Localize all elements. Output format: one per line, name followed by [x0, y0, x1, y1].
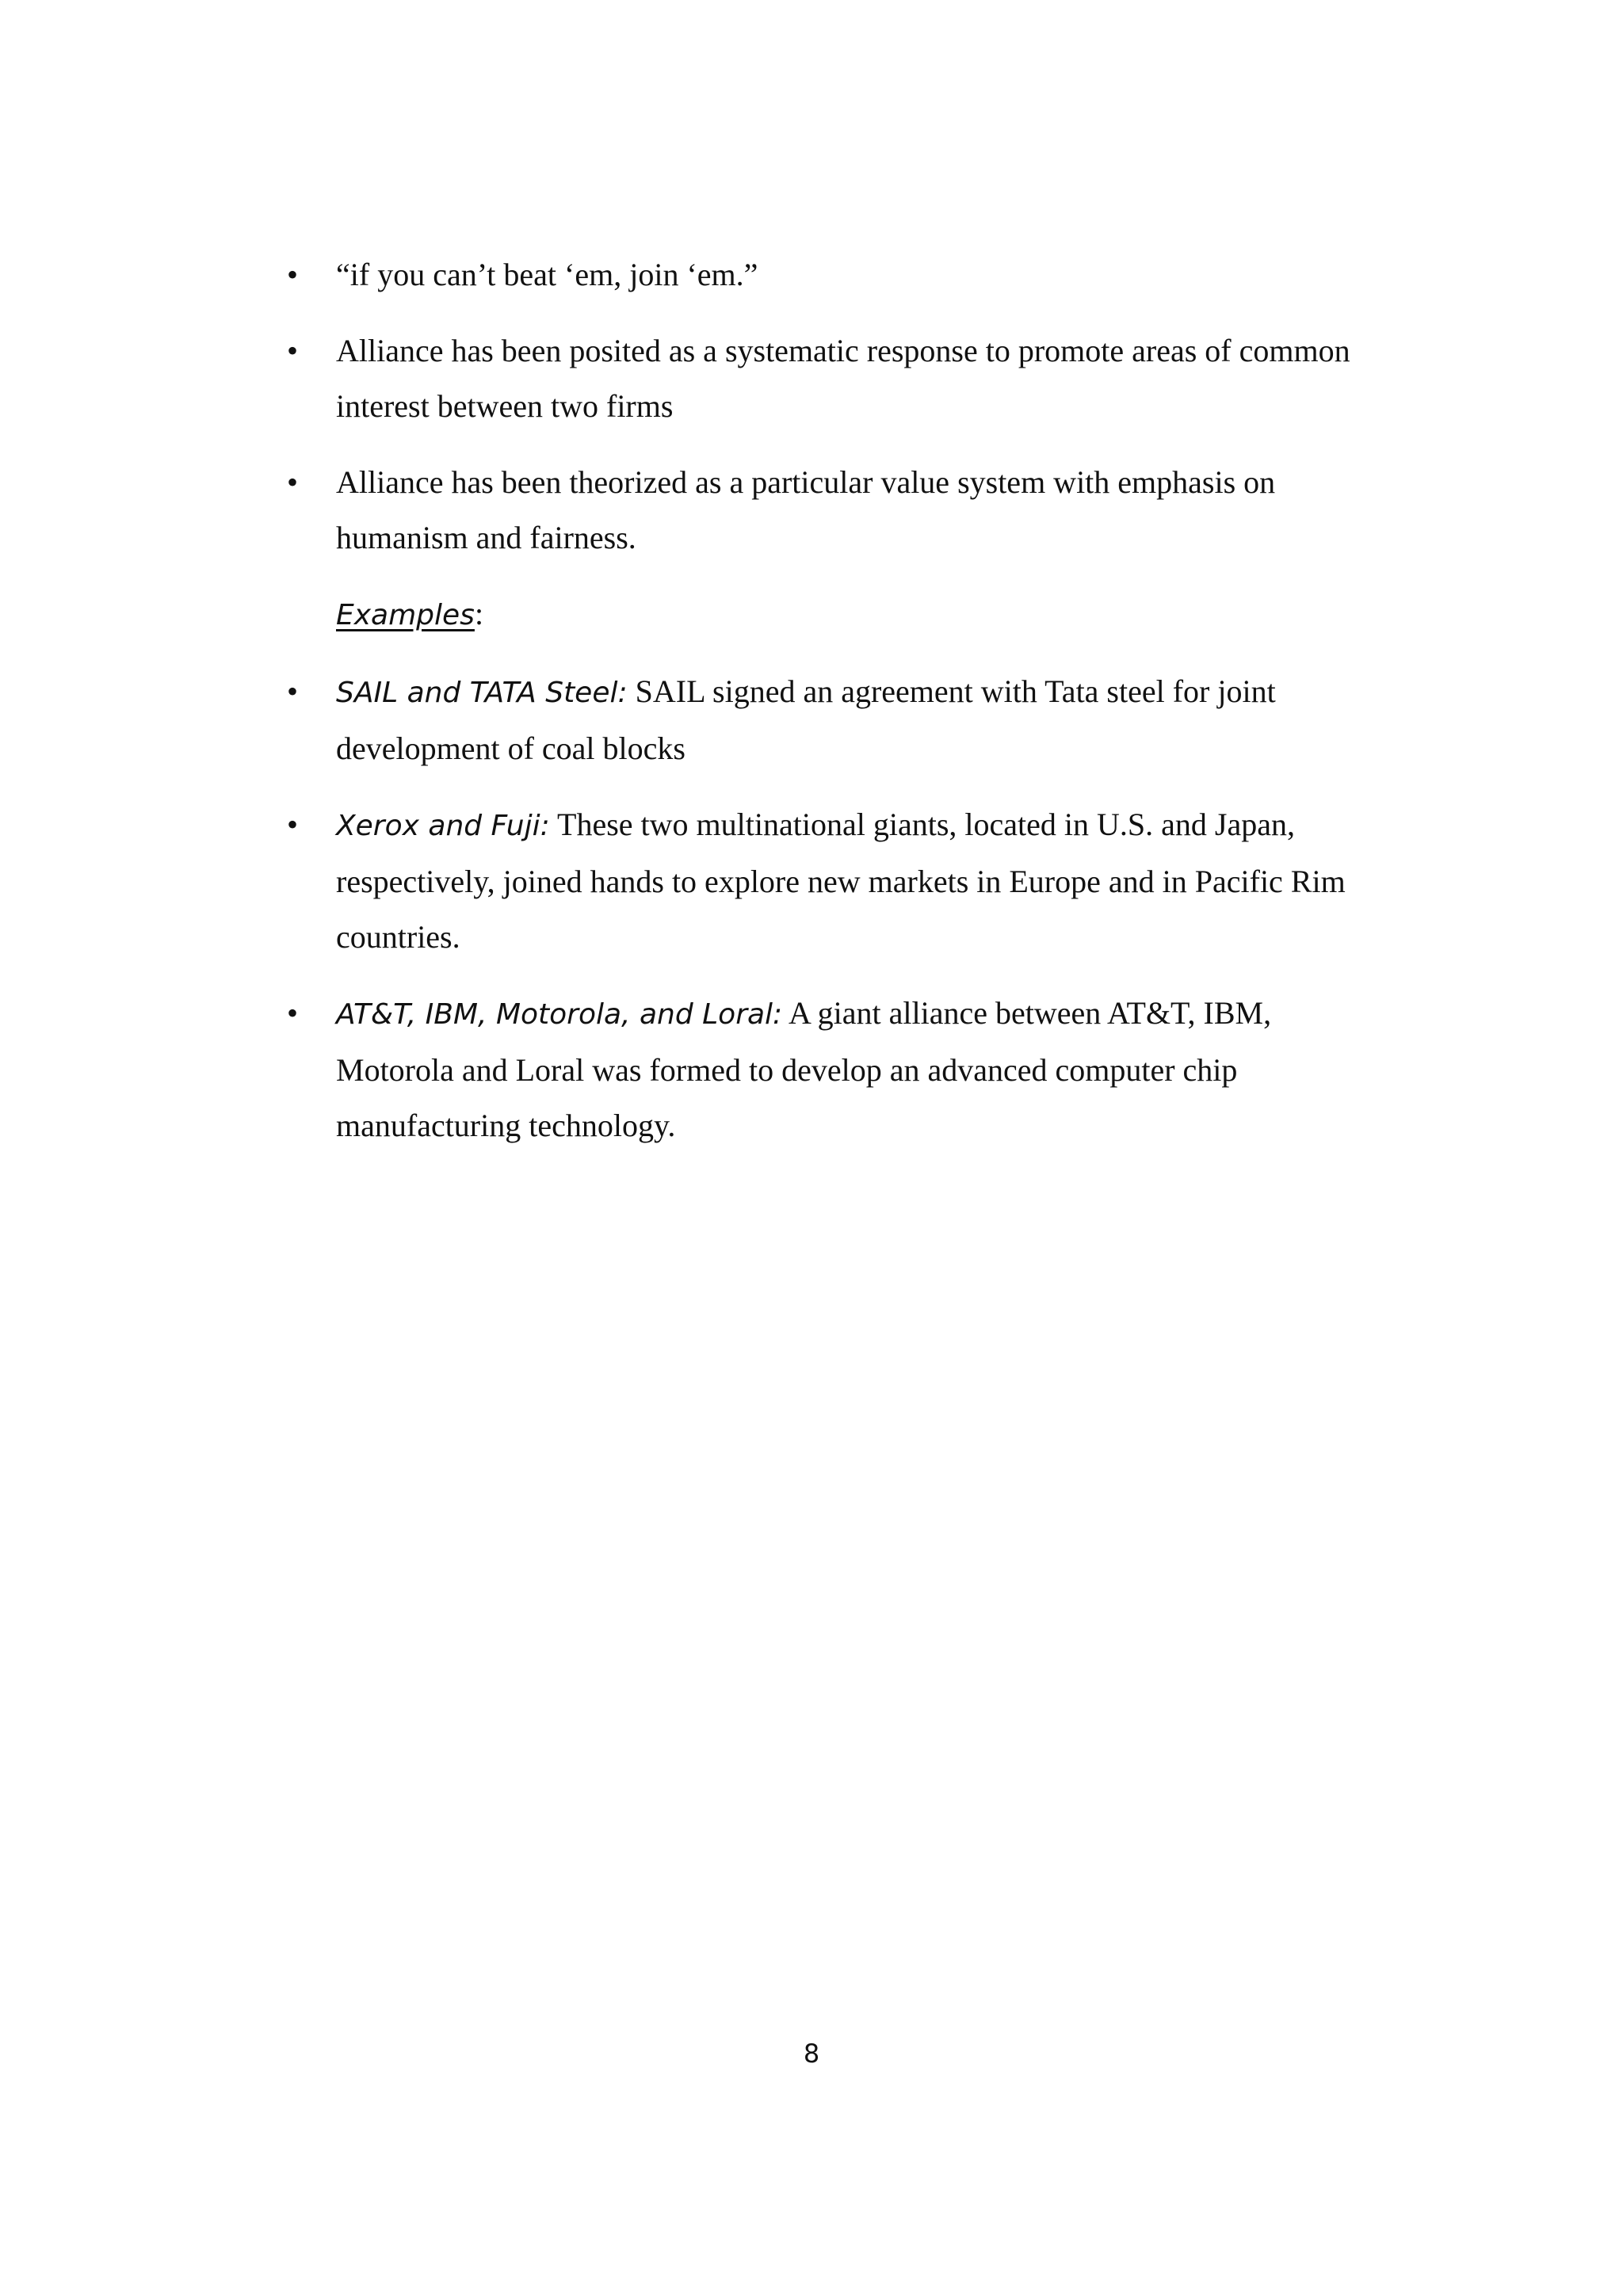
bullet-text: Alliance has been posited as a systematic response to promote areas of common interest between two firms: [336, 333, 1350, 424]
intro-bullet-2: [287, 323, 1396, 434]
examples-label: Examples: [336, 599, 475, 631]
bullet-icon: •: [287, 995, 299, 1031]
bullet-icon: •: [287, 333, 299, 368]
example-bullet-att-ibm-motorola-loral: [287, 986, 1396, 1154]
example-bullet-xerox-fuji: [287, 797, 1396, 965]
example-bullet-sail-tata: [287, 664, 1396, 776]
bullet-text: “if you can’t beat ‘em, join ‘em.”: [336, 257, 758, 292]
example-lead: Xerox and Fuji:: [336, 810, 550, 842]
page-content: [287, 247, 1396, 1174]
example-text: A giant alliance between AT&T, IBM, Motorola and Loral was formed to develop an advanced computer chip manufacturing technology.: [336, 995, 1272, 1143]
bullet-icon: •: [287, 257, 299, 292]
examples-heading: [287, 586, 1396, 643]
bullet-icon: •: [287, 807, 299, 842]
bullet-icon: •: [287, 673, 299, 709]
page-number: 8: [803, 2039, 820, 2069]
example-text: SAIL signed an agreement with Tata steel for joint development of coal blocks: [336, 673, 1276, 766]
examples-colon: :: [474, 596, 484, 631]
intro-bullet-1: [287, 247, 1396, 303]
example-lead: SAIL and TATA Steel:: [336, 677, 628, 709]
bullet-icon: •: [287, 464, 299, 500]
intro-bullet-3: [287, 455, 1396, 566]
example-lead: AT&T, IBM, Motorola, and Loral:: [336, 998, 783, 1031]
bullet-text: Alliance has been theorized as a particular value system with emphasis on humanism and fairness.: [336, 464, 1276, 555]
example-text: These two multinational giants, located in U.S. and Japan, respectively, joined hands to explore new markets in Europe and in Pacific Rim countries.: [336, 807, 1346, 955]
